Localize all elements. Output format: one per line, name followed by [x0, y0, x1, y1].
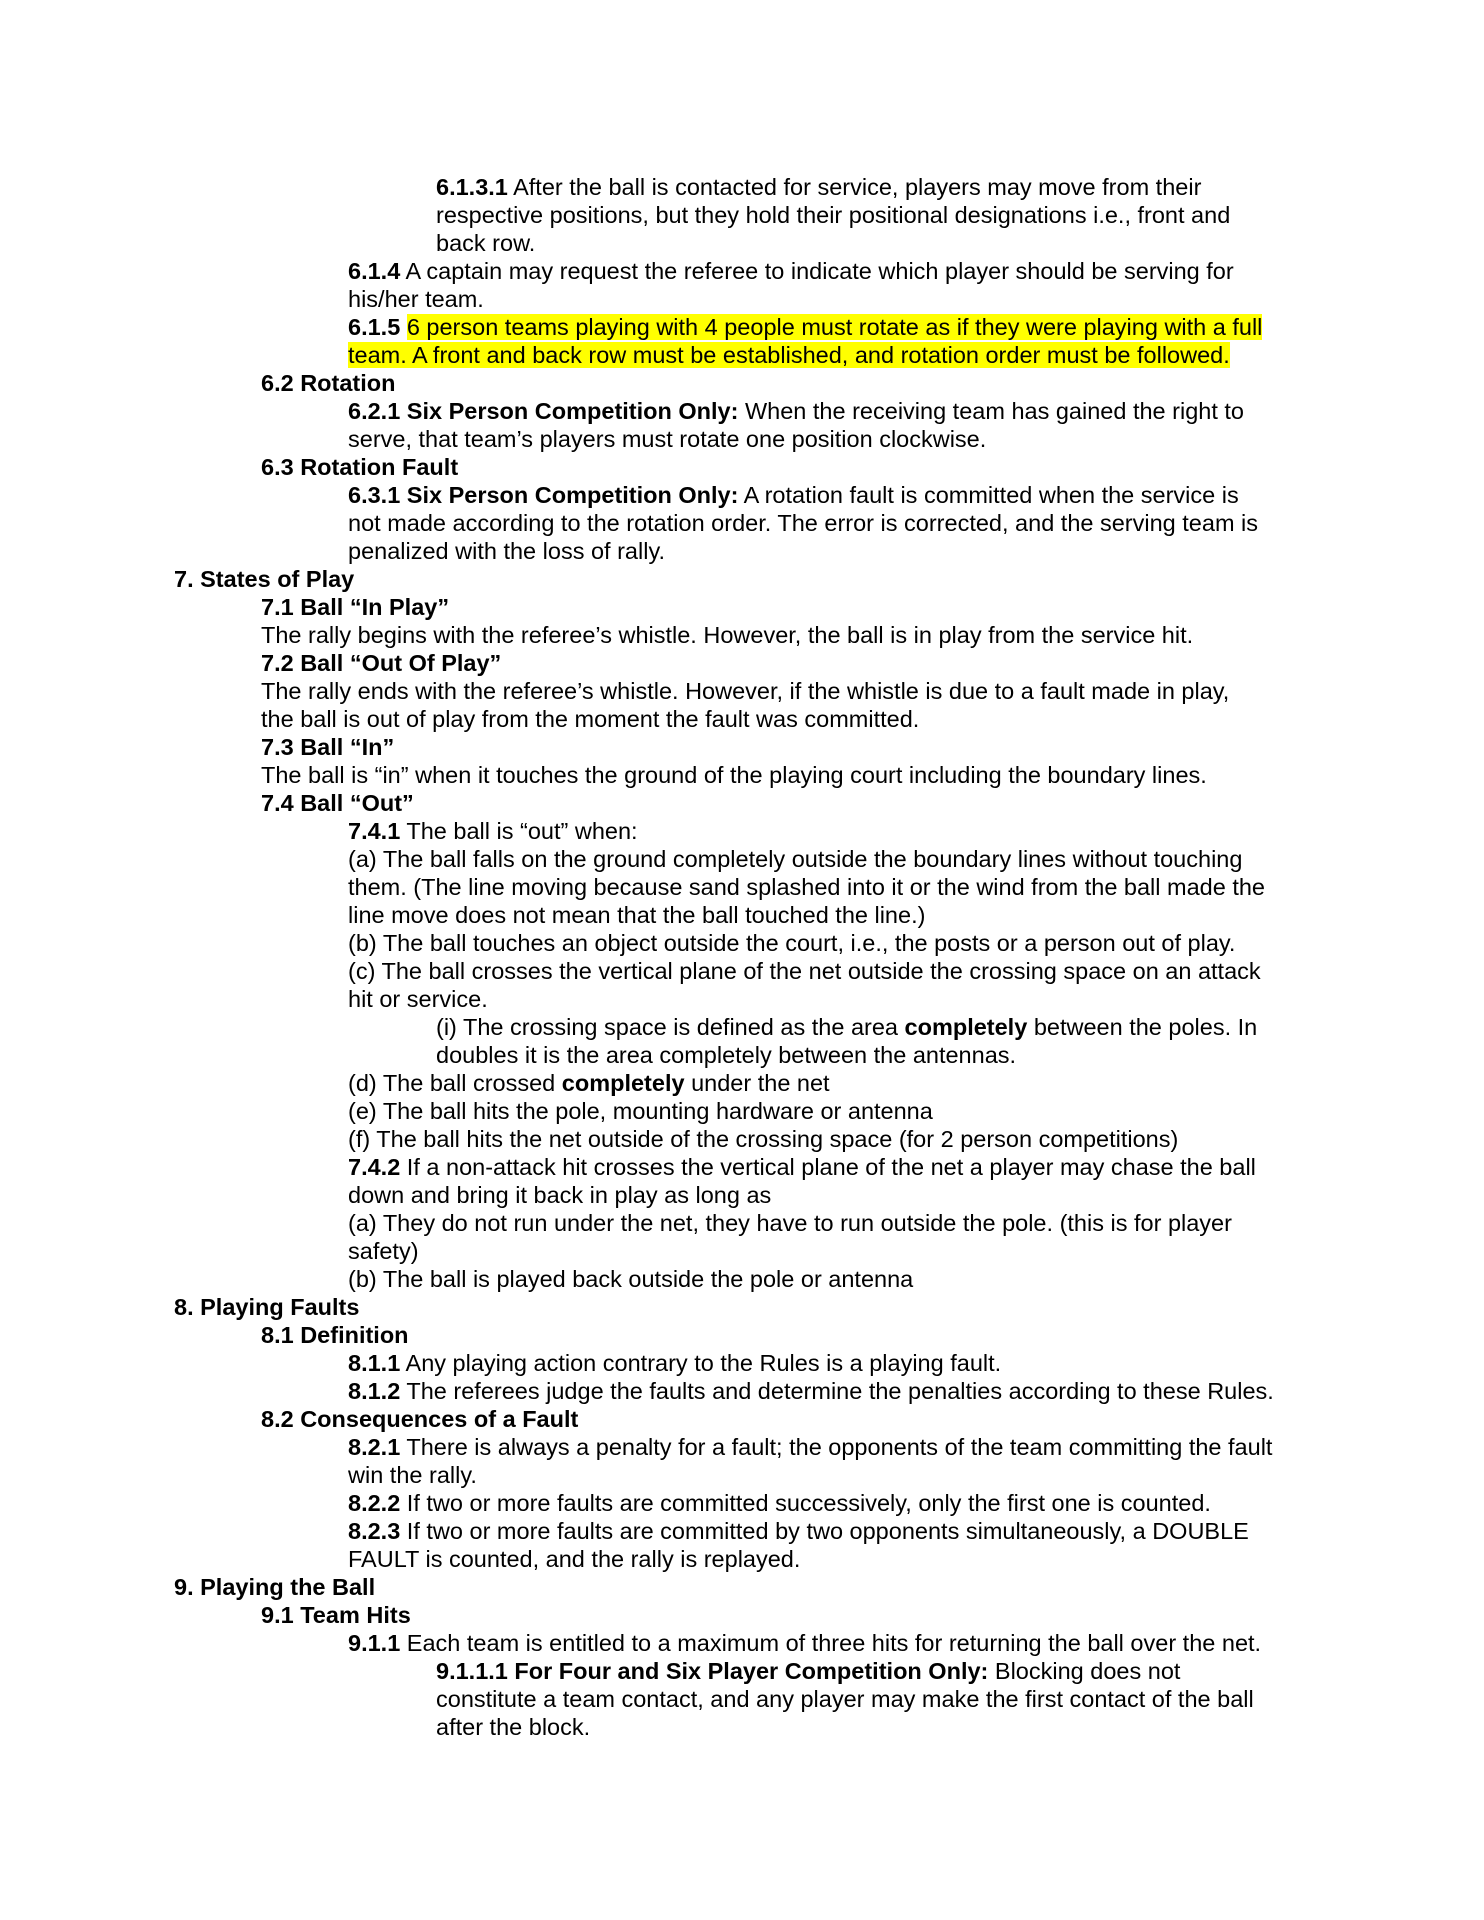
text-run: If two or more faults are committed by two opponents simultaneously, a DOUBLE — [400, 1518, 1249, 1544]
text-run: A captain may request the referee to indicate which player should be serving for — [400, 258, 1234, 284]
text-run: (a) The ball falls on the ground completely outside the boundary lines without touching — [348, 846, 1243, 872]
text-line — [0, 1657, 1484, 1685]
text-line — [0, 565, 1484, 593]
bold-text: 8. Playing Faults — [174, 1294, 360, 1320]
text-run: after the block. — [436, 1714, 591, 1740]
text-line — [0, 1461, 1484, 1489]
text-line — [0, 1685, 1484, 1713]
bold-text: 7.4.2 — [348, 1154, 401, 1180]
text-line — [0, 1069, 1484, 1097]
text-line — [0, 1321, 1484, 1349]
bold-text: completely — [904, 1014, 1028, 1040]
text-run: The ball is “in” when it touches the ground of the playing court including the boundary lines. — [261, 762, 1207, 788]
text-run: not made according to the rotation order. The error is corrected, and the serving team is — [348, 510, 1259, 536]
text-line — [0, 1489, 1484, 1517]
text-line — [0, 285, 1484, 313]
rules-text — [0, 173, 1484, 1741]
text-run: If a non-attack hit crosses the vertical plane of the net a player may chase the ball — [400, 1154, 1256, 1180]
bold-text: 6.3 Rotation Fault — [261, 454, 459, 480]
bold-text: 6.1.5 — [348, 314, 401, 340]
text-line — [0, 369, 1484, 397]
text-run: under the net — [684, 1070, 830, 1096]
text-line — [0, 621, 1484, 649]
bold-text: 7. States of Play — [174, 566, 355, 592]
text-line — [0, 733, 1484, 761]
text-run: The rally ends with the referee’s whistle. However, if the whistle is due to a fault made in play, — [261, 678, 1230, 704]
text-line — [0, 845, 1484, 873]
text-run: back row. — [436, 230, 536, 256]
text-line — [0, 1713, 1484, 1741]
text-line — [0, 1125, 1484, 1153]
text-line — [0, 761, 1484, 789]
text-line — [0, 1237, 1484, 1265]
text-line — [0, 985, 1484, 1013]
text-run: line move does not mean that the ball touched the line.) — [348, 902, 926, 928]
bold-text: 7.3 Ball “In” — [261, 734, 395, 760]
text-line — [0, 509, 1484, 537]
text-run: Each team is entitled to a maximum of three hits for returning the ball over the net. — [400, 1630, 1262, 1656]
text-line — [0, 229, 1484, 257]
text-line — [0, 1293, 1484, 1321]
text-line — [0, 1013, 1484, 1041]
text-line — [0, 817, 1484, 845]
bold-text: 7.2 Ball “Out Of Play” — [261, 650, 502, 676]
bold-text: 8.1.2 — [348, 1378, 401, 1404]
bold-text: 8.2 Consequences of a Fault — [261, 1406, 579, 1432]
text-line — [0, 789, 1484, 817]
text-run: Blocking does not — [988, 1658, 1181, 1684]
text-line — [0, 1377, 1484, 1405]
text-run: penalized with the loss of rally. — [348, 538, 665, 564]
text-line — [0, 1405, 1484, 1433]
text-run: (c) The ball crosses the vertical plane of the net outside the crossing space on an attack — [348, 958, 1261, 984]
bold-text: 8.2.1 — [348, 1434, 401, 1460]
text-run: (b) The ball touches an object outside the court, i.e., the posts or a person out of play. — [348, 930, 1236, 956]
text-line — [0, 397, 1484, 425]
bold-text: 6.1.4 — [348, 258, 401, 284]
text-line — [0, 1153, 1484, 1181]
text-line — [0, 593, 1484, 621]
text-line — [0, 1573, 1484, 1601]
text-line — [0, 957, 1484, 985]
text-run: his/her team. — [348, 286, 484, 312]
bold-text: 6.2 Rotation — [261, 370, 396, 396]
highlighted-text: team. A front and back row must be established, and rotation order must be followed. — [348, 342, 1230, 368]
text-run: down and bring it back in play as long as — [348, 1182, 772, 1208]
bold-text: 9.1 Team Hits — [261, 1602, 411, 1628]
text-run: hit or service. — [348, 986, 488, 1012]
text-line — [0, 313, 1484, 341]
text-run: (a) They do not run under the net, they have to run outside the pole. (this is for player — [348, 1210, 1232, 1236]
text-run: (d) The ball crossed — [348, 1070, 562, 1096]
text-line — [0, 705, 1484, 733]
text-run: doubles it is the area completely between the antennas. — [436, 1042, 1017, 1068]
text-line — [0, 341, 1484, 369]
text-run: respective positions, but they hold their positional designations i.e., front and — [436, 202, 1231, 228]
text-line — [0, 481, 1484, 509]
bold-text: 8.2.3 — [348, 1518, 401, 1544]
text-line — [0, 257, 1484, 285]
text-line — [0, 1265, 1484, 1293]
text-run: When the receiving team has gained the right to — [738, 398, 1245, 424]
text-run: (e) The ball hits the pole, mounting hardware or antenna — [348, 1098, 933, 1124]
text-line — [0, 1545, 1484, 1573]
text-line — [0, 1517, 1484, 1545]
text-line — [0, 1181, 1484, 1209]
text-run: (f) The ball hits the net outside of the crossing space (for 2 person competitions) — [348, 1126, 1179, 1152]
text-line — [0, 425, 1484, 453]
text-run: There is always a penalty for a fault; the opponents of the team committing the fault — [400, 1434, 1273, 1460]
text-run: If two or more faults are committed successively, only the first one is counted. — [400, 1490, 1211, 1516]
text-line — [0, 929, 1484, 957]
text-run: serve, that team’s players must rotate one position clockwise. — [348, 426, 987, 452]
text-line — [0, 1601, 1484, 1629]
text-line — [0, 1041, 1484, 1069]
text-run: (b) The ball is played back outside the pole or antenna — [348, 1266, 914, 1292]
text-line — [0, 649, 1484, 677]
text-line — [0, 1209, 1484, 1237]
bold-text: 7.1 Ball “In Play” — [261, 594, 450, 620]
text-line — [0, 677, 1484, 705]
text-run: win the rally. — [348, 1462, 477, 1488]
text-line — [0, 201, 1484, 229]
text-run: between the poles. In — [1027, 1014, 1258, 1040]
bold-text: 9.1.1 — [348, 1630, 401, 1656]
bold-text: 8.2.2 — [348, 1490, 401, 1516]
text-run: safety) — [348, 1238, 419, 1264]
text-run: The referees judge the faults and determine the penalties according to these Rules. — [400, 1378, 1274, 1404]
text-run: FAULT is counted, and the rally is replayed. — [348, 1546, 801, 1572]
bold-text: 6.3.1 Six Person Competition Only: — [348, 482, 739, 508]
bold-text: 7.4 Ball “Out” — [261, 790, 414, 816]
text-line — [0, 1433, 1484, 1461]
highlighted-text: 6 person teams playing with 4 people must rotate as if they were playing with a full — [406, 314, 1263, 340]
text-run: Any playing action contrary to the Rules is a playing fault. — [400, 1350, 1002, 1376]
text-line — [0, 1629, 1484, 1657]
text-line — [0, 1349, 1484, 1377]
text-line — [0, 1097, 1484, 1125]
text-run: (i) The crossing space is defined as the area — [436, 1014, 905, 1040]
bold-text: 8.1 Definition — [261, 1322, 409, 1348]
text-line — [0, 453, 1484, 481]
bold-text: 7.4.1 — [348, 818, 401, 844]
text-run: A rotation fault is committed when the service is — [738, 482, 1239, 508]
bold-text: 9. Playing the Ball — [174, 1574, 376, 1600]
text-run: constitute a team contact, and any player may make the first contact of the ball — [436, 1686, 1254, 1712]
text-line — [0, 901, 1484, 929]
text-run: After the ball is contacted for service, players may move from their — [507, 174, 1202, 200]
text-run: The ball is “out” when: — [400, 818, 638, 844]
text-line — [0, 173, 1484, 201]
text-run — [400, 314, 407, 340]
bold-text: 8.1.1 — [348, 1350, 401, 1376]
text-run: them. (The line moving because sand splashed into it or the wind from the ball made the — [348, 874, 1266, 900]
text-line — [0, 873, 1484, 901]
bold-text: 6.1.3.1 — [436, 174, 508, 200]
bold-text: 9.1.1.1 For Four and Six Player Competition Only: — [436, 1658, 989, 1684]
text-line — [0, 537, 1484, 565]
bold-text: 6.2.1 Six Person Competition Only: — [348, 398, 739, 424]
bold-text: completely — [561, 1070, 685, 1096]
text-run: The rally begins with the referee’s whistle. However, the ball is in play from the service hit. — [261, 622, 1194, 648]
text-run: the ball is out of play from the moment the fault was committed. — [261, 706, 920, 732]
